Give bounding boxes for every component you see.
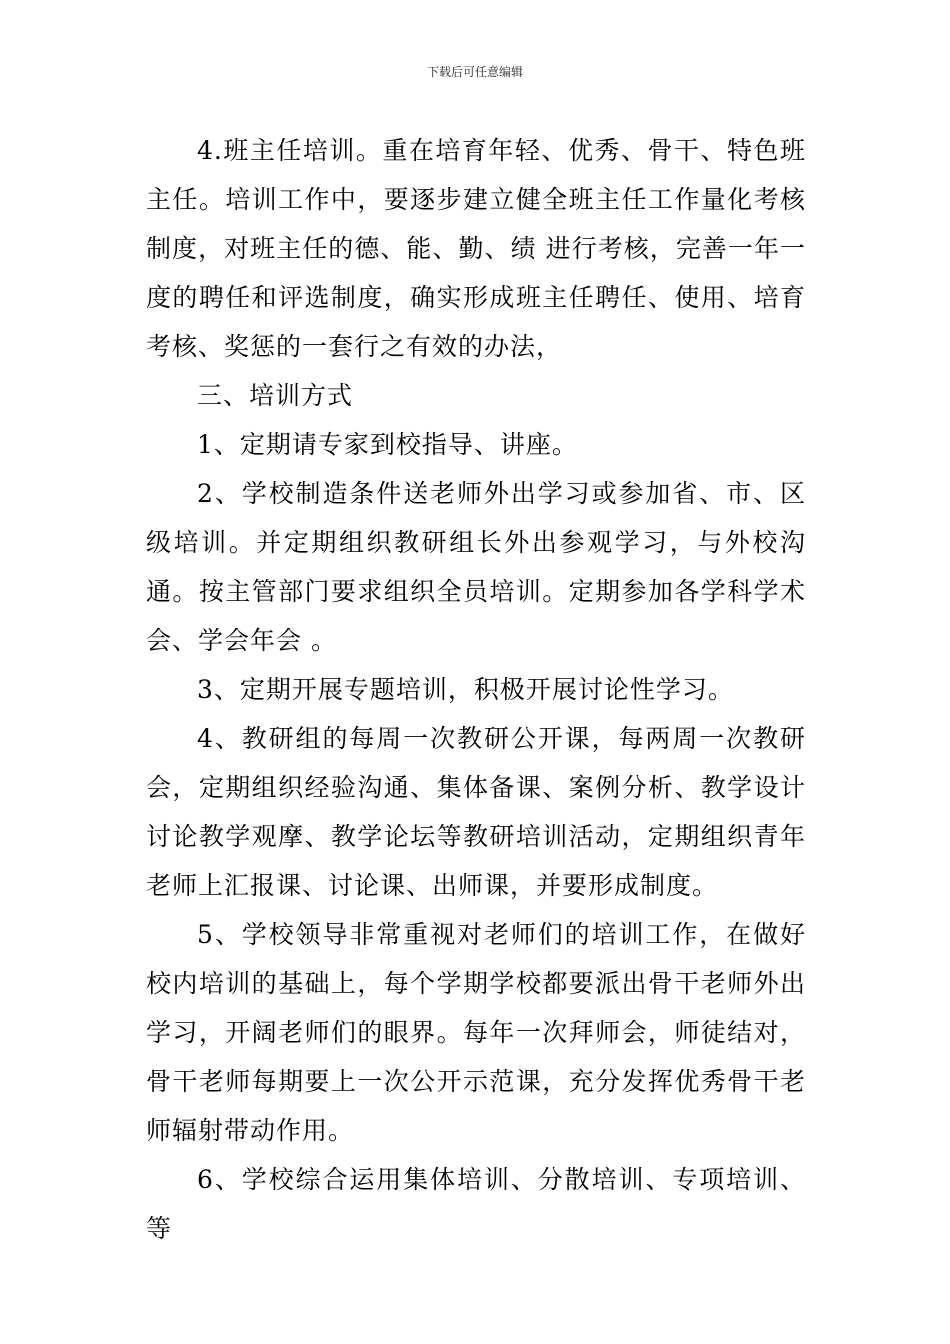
paragraph-method-5: 5、学校领导非常重视对老师们的培训工作，在做好校内培训的基础上，每个学期学校都要派出骨干老师外出学习，开阔老师们的眼界。每年一次拜师会，师徒结对，骨干老师每期要上一次公开示范课，充分发挥优秀骨干老师辐射带动作用。 — [146, 920, 806, 1145]
paragraph-method-3: 3、定期开展专题培训，积极开展讨论性学习。 — [197, 675, 734, 704]
section-heading-training-methods: 三、培训方式 — [197, 381, 354, 410]
page-header-note: 下载后可任意编辑 — [426, 65, 523, 79]
paragraph-method-6: 6、学校综合运用集体培训、分散培训、专项培训、等 — [146, 1165, 806, 1243]
paragraph-method-4: 4、教研组的每周一次教研公开课，每两周一次教研会，定期组织经验沟通、集体备课、案例分析、教学设计讨论教学观摩、教学论坛等教研培训活动，定期组织青年老师上汇报课、讨论课、出师课，并要形成制度。 — [146, 724, 806, 900]
paragraph-class-teacher-training: 4.班主任培训。重在培育年轻、优秀、骨干、特色班主任。培训工作中，要逐步建立健全班主任工作量化考核制度，对班主任的德、能、勤、绩 进行考核，完善一年一度的聘任和评选制度，确实形成班主任聘任、使用、培育考核、奖惩的一套行之有效的办法， — [146, 136, 806, 361]
paragraph-method-2: 2、学校制造条件送老师外出学习或参加省、市、区级培训。并定期组织教研组长外出参观学习，与外校沟通。按主管部门要求组织全员培训。定期参加各学科学术会、学会年会 。 — [146, 479, 806, 655]
paragraph-method-1: 1、定期请专家到校指导、讲座。 — [197, 430, 578, 459]
document-body — [146, 126, 806, 1253]
